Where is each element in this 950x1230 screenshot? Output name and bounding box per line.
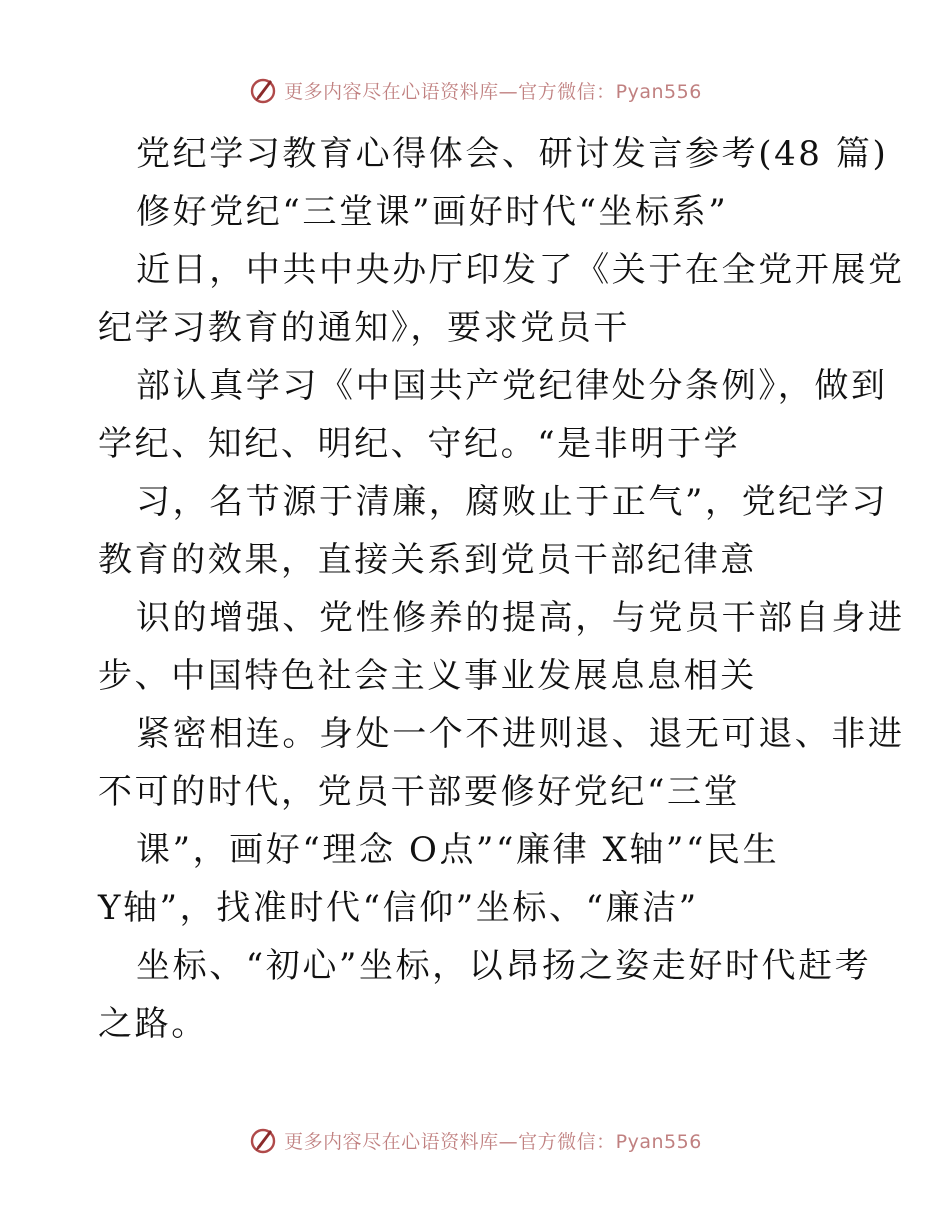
body-text-line: 步、中国特色社会主义事业发展息息相关 bbox=[98, 656, 757, 696]
document-body bbox=[98, 125, 905, 1053]
footer-banner-text: 更多内容尽在心语资料库—官方微信：Pyan556 bbox=[284, 1130, 702, 1153]
quill-logo-icon bbox=[248, 1125, 278, 1155]
body-text-line: 课”，画好“理念 O点”“廉律 X轴”“民生 bbox=[136, 830, 780, 870]
body-text-line: 不可的时代，党员干部要修好党纪“三堂 bbox=[98, 772, 741, 812]
body-text-line: 近日，中共中央办厅印发了《关于在全党开展党 bbox=[136, 250, 905, 290]
body-text-line: 部认真学习《中国共产党纪律处分条例》，做到 bbox=[136, 366, 888, 406]
body-text-line: 紧密相连。身处一个不进则退、退无可退、非进 bbox=[136, 714, 905, 754]
body-text-line: 习，名节源于清廉，腐败止于正气”，党纪学习 bbox=[136, 482, 888, 522]
document-title: 党纪学习教育心得体会、研讨发言参考(48 篇) bbox=[136, 134, 889, 174]
body-text-line: 教育的效果，直接关系到党员干部纪律意 bbox=[98, 540, 757, 580]
body-text-line: 学纪、知纪、明纪、守纪。“是非明于学 bbox=[98, 424, 741, 464]
article-title: 修好党纪“三堂课”画好时代“坐标系” bbox=[136, 192, 729, 232]
header-banner bbox=[0, 72, 950, 108]
body-text-line: 坐标、“初心”坐标，以昂扬之姿走好时代赶考 bbox=[136, 946, 872, 986]
quill-logo-icon bbox=[248, 75, 278, 105]
body-text-line: 识的增强、党性修养的提高，与党员干部自身进 bbox=[136, 598, 905, 638]
body-text-line: Y轴”，找准时代“信仰”坐标、“廉洁” bbox=[98, 888, 699, 928]
footer-banner bbox=[0, 1122, 950, 1158]
body-text-line: 纪学习教育的通知》，要求党员干 bbox=[98, 308, 630, 348]
body-text-line: 之路。 bbox=[98, 1004, 208, 1044]
header-banner-text: 更多内容尽在心语资料库—官方微信：Pyan556 bbox=[284, 80, 702, 103]
